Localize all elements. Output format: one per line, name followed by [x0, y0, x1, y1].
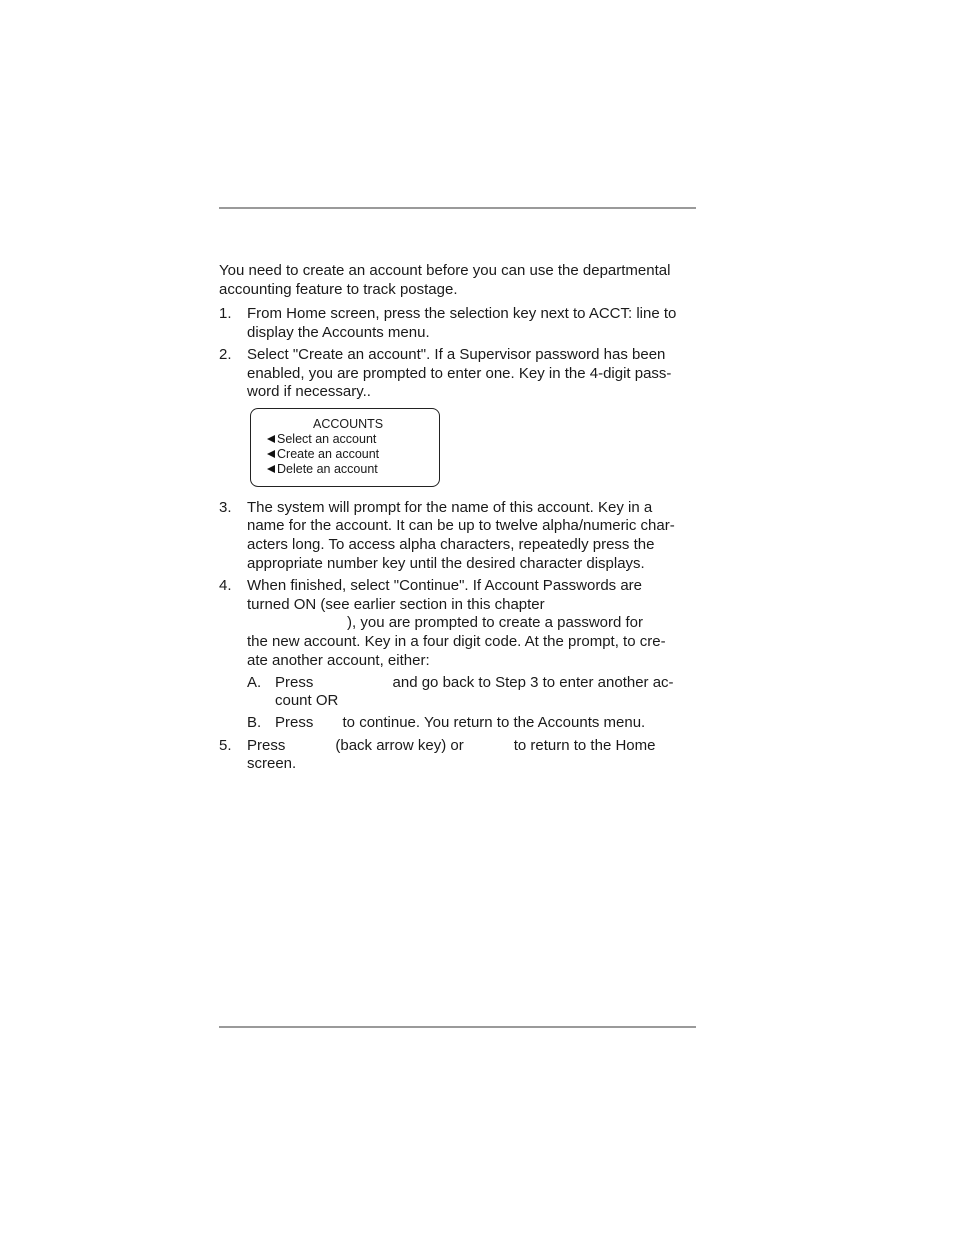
step-number: 4.: [219, 577, 232, 594]
step-text: appropriate number key until the desired character displays.: [247, 555, 645, 572]
intro-line: accounting feature to track postage.: [219, 281, 458, 298]
display-item-select: Select an account: [267, 432, 376, 446]
step-text: ), you are prompted to create a password for: [247, 614, 643, 631]
step-number: 2.: [219, 346, 232, 363]
display-title: ACCOUNTS: [313, 417, 384, 431]
step-text: Press (back arrow key) or to return to the Home: [247, 737, 656, 754]
substep-text: Press to continue. You return to the Accounts menu.: [275, 714, 646, 731]
display-item-delete: Delete an account: [267, 462, 378, 476]
step-text: ate another account, either:: [247, 652, 430, 669]
step-text: acters long. To access alpha characters, repeatedly press the: [247, 536, 655, 553]
step-number: 3.: [219, 499, 232, 516]
substep-label: B.: [247, 714, 262, 731]
left-triangle-icon: [267, 450, 275, 458]
accounts-display: [250, 408, 440, 487]
substep-label: A.: [247, 674, 262, 691]
top-rule: [219, 207, 696, 209]
intro-line: You need to create an account before you can use the departmental: [219, 262, 671, 279]
display-item-create: Create an account: [267, 447, 379, 461]
step-text: screen.: [247, 755, 297, 772]
substep-text: count OR: [275, 692, 339, 709]
substep-text: Press and go back to Step 3 to enter another ac-: [275, 674, 674, 691]
step-number: 5.: [219, 737, 232, 754]
step-text: The system will prompt for the name of this account. Key in a: [247, 499, 653, 516]
step-text: word if necessary..: [247, 383, 371, 400]
step-text: Select "Create an account". If a Supervisor password has been: [247, 346, 666, 363]
step-text: turned ON (see earlier section in this chapter: [247, 596, 545, 613]
bottom-rule: [219, 1026, 696, 1028]
step-text: enabled, you are prompted to enter one. Key in the 4-digit pass-: [247, 365, 672, 382]
step-text: the new account. Key in a four digit code. At the prompt, to cre-: [247, 633, 666, 650]
left-triangle-icon: [267, 465, 275, 473]
left-triangle-icon: [267, 435, 275, 443]
step-text: When finished, select "Continue". If Account Passwords are: [247, 577, 643, 594]
step-text: display the Accounts menu.: [247, 324, 430, 341]
step-text: name for the account. It can be up to twelve alpha/numeric char-: [247, 517, 675, 534]
step-text: From Home screen, press the selection key next to ACCT: line to: [247, 305, 677, 322]
step-number: 1.: [219, 305, 232, 322]
